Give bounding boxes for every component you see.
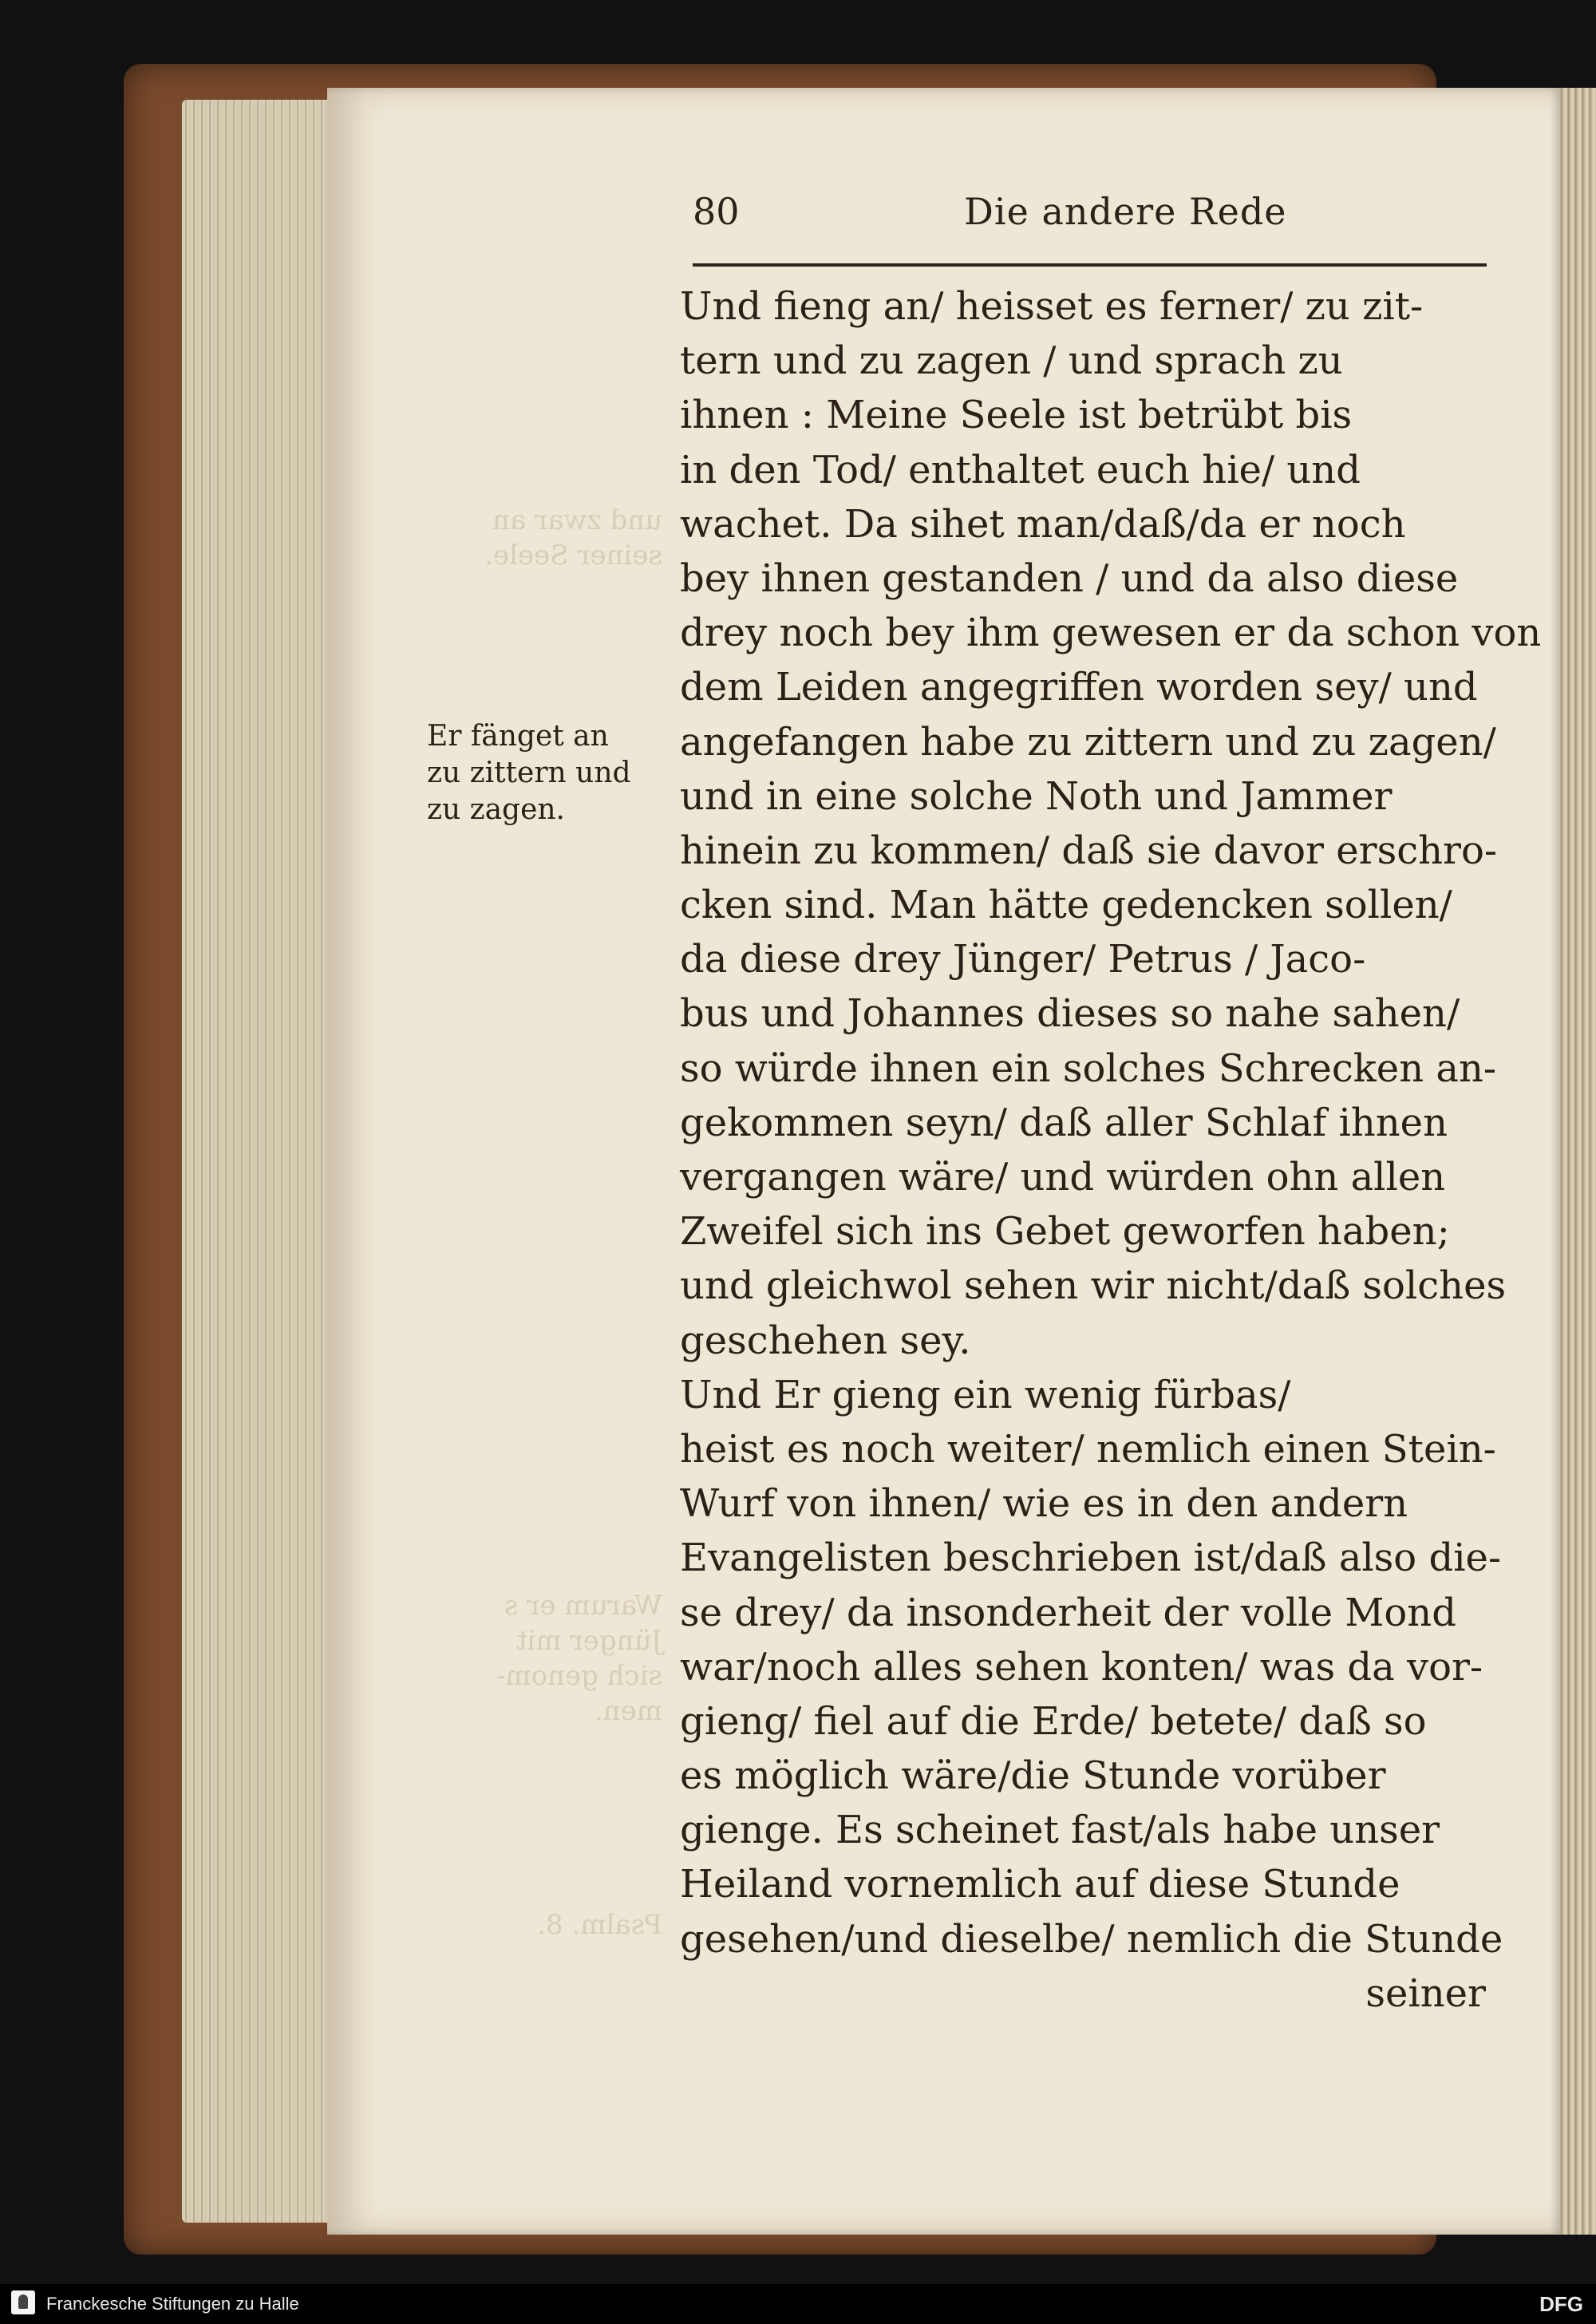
text-line: vergangen wäre/ und würden ohn allen — [680, 1155, 1446, 1200]
text-line: in den Tod/ enthaltet euch hie/ und — [680, 447, 1361, 492]
text-line: se drey/ da insonderheit der volle Mond — [680, 1590, 1456, 1635]
page-header — [693, 190, 1487, 238]
institution-logo-icon — [11, 2290, 35, 2314]
text-line: Und fieng an/ heisset es ferner/ zu zit- — [680, 284, 1424, 329]
header-rule — [693, 263, 1487, 267]
text-line: es möglich wäre/die Stunde vorüber — [680, 1753, 1386, 1799]
text-line: geschehen sey. — [680, 1318, 971, 1363]
catchword: seiner — [1365, 1970, 1486, 2016]
text-line: heist es noch weiter/ nemlich einen Stein- — [680, 1426, 1496, 1472]
bleed-through-lower: Psalm. 8. — [537, 1909, 662, 1941]
body-text — [680, 279, 1542, 2021]
page-edges-left — [182, 100, 338, 2223]
running-head: Die andere Rede — [964, 190, 1287, 233]
bleed-through-top: und zwar an seiner Seele. — [484, 504, 662, 571]
text-line: tern und zu zagen / und sprach zu — [680, 338, 1343, 384]
text-line: gekommen seyn/ daß aller Schlaf ihnen — [680, 1100, 1448, 1145]
text-line: cken sind. Man hätte gedencken sollen/ — [680, 883, 1452, 928]
text-line: da diese drey Jünger/ Petrus / Jaco- — [680, 937, 1366, 982]
text-line: dem Leiden angegriffen worden sey/ und — [680, 665, 1478, 710]
text-line: bus und Johannes dieses so nahe sahen/ — [680, 991, 1460, 1037]
text-line: Und Er gieng ein wenig fürbas/ — [680, 1372, 1291, 1417]
margin-note — [427, 718, 666, 828]
bleed-through-middle: Warum er s Jünger mit sich genom- men. — [496, 1590, 662, 1727]
text-line: Heiland vornemlich auf diese Stunde — [680, 1862, 1400, 1907]
text-line: Wurf von ihnen/ wie es in den andern — [680, 1481, 1408, 1527]
viewer-footer — [0, 2284, 1596, 2324]
text-line: gesehen/und dieselbe/ nemlich die Stunde — [680, 1916, 1503, 1962]
text-line: bey ihnen gestanden / und da also diese — [680, 555, 1459, 601]
text-line: so würde ihnen ein solches Schrecken an- — [680, 1045, 1497, 1091]
text-line: angefangen habe zu zittern und zu zagen/ — [680, 719, 1496, 765]
margin-note-line: zu zittern und — [427, 757, 631, 789]
margin-note-line: Er fänget an — [427, 720, 609, 753]
text-line: gienge. Es scheinet fast/als habe unser — [680, 1808, 1440, 1853]
text-line: und in eine solche Noth und Jammer — [680, 773, 1393, 819]
text-line: ihnen : Meine Seele ist betrübt bis — [680, 393, 1353, 438]
text-line: und gleichwol sehen wir nicht/daß solches — [680, 1263, 1507, 1309]
text-line: drey noch bey ihm gewesen er da schon von — [680, 611, 1542, 656]
institution-name: Franckesche Stiftungen zu Halle — [46, 2294, 299, 2314]
text-line: gieng/ fiel auf die Erde/ betete/ daß so — [680, 1698, 1427, 1744]
page-number: 80 — [693, 190, 740, 233]
margin-note-line: zu zagen. — [427, 793, 566, 826]
text-line: war/noch alles sehen konten/ was da vor- — [680, 1644, 1483, 1690]
text-line: wachet. Da sihet man/daß/da er noch — [680, 501, 1406, 547]
text-line: Evangelisten beschrieben ist/daß also die- — [680, 1536, 1502, 1581]
text-line: hinein zu kommen/ daß sie davor erschro- — [680, 828, 1498, 873]
text-line: Zweifel sich ins Gebet geworfen haben; — [680, 1209, 1450, 1255]
dfg-logo: DFG — [1539, 2292, 1583, 2316]
